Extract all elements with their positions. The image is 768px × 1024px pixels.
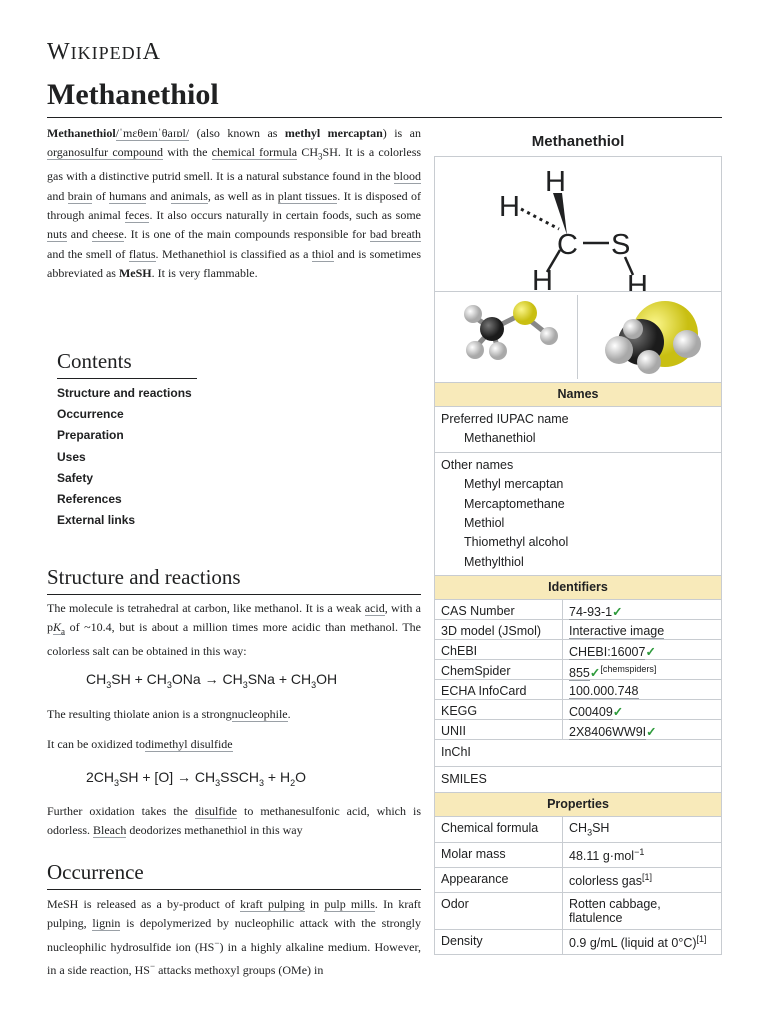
equation-oxidation: $2CH_3SH + [O]$ → $CH_3SSCH_3 + H_2O$ [86, 769, 307, 788]
structure-paragraph-1: The molecule is tetrahedral at carbon, like methanol. It is a weak acid, with a $pK_a$ of ~10.4, but is about a million times more acidic than methanol. The colorless salt can be obtained in this way: [47, 601, 421, 659]
verified-check-icon: ✓ [646, 725, 657, 740]
identifier-row-cas: CAS Number 74-93-1✓ [435, 600, 721, 620]
properties-section-header: Properties [435, 793, 721, 817]
disulfide-link[interactable]: disulfide [195, 804, 237, 818]
table-of-contents [57, 349, 197, 531]
pulp-mills-link[interactable]: pulp mills [324, 897, 375, 911]
verified-check-icon: ✓ [612, 605, 623, 620]
dimethyl-disulfide-link[interactable]: dimethyl disulfide [144, 737, 233, 751]
chebi-link[interactable]: CHEBI:16007 [569, 645, 646, 660]
verified-check-icon: ✓ [612, 705, 624, 720]
section-heading-structure: Structure and reactions [47, 565, 421, 595]
verified-check-icon: ✓ [589, 666, 601, 681]
acid-link[interactable]: acid [364, 601, 385, 615]
iupac-name-block: Preferred IUPAC name Methanethiol [435, 407, 721, 453]
identifiers-section-header: Identifiers [435, 576, 721, 600]
other-name: Thiomethyl alcohol [464, 535, 569, 550]
intro-paragraph: Methanethiol/ˈmɛθeɪnˈθaɪɒl/ (also known as methyl mercaptan) is an organosulfur compound with the chemical formula $CH_3SH$. It is a colorless gas with a distinctive putrid smell. It is a natural substance found in the blood and brain of humans and animals, as well as in plant tissues. It is disposed of through animal feces. It also occurs naturally in certain foods, such as some nuts and cheese. It is one of the main compounds responsible for bad breath and the smell of flatus. Methanethiol is classified as a thiol and is sometimes abbreviated as MeSH. It is very flammable. [47, 126, 422, 281]
other-name: Mercaptomethane [464, 496, 565, 511]
unii-link[interactable]: 2X8406WW9I [569, 725, 647, 740]
chembox-infobox [434, 132, 722, 955]
property-row-appearance: Appearance colorless gas[1] [435, 868, 721, 893]
property-row-odor: Odor Rotten cabbage, flatulence [435, 893, 721, 930]
toc-item-safety[interactable]: Safety [57, 470, 94, 485]
other-name: Methyl mercaptan [464, 477, 564, 492]
wikipedia-logo[interactable]: WIKIPEDIA [47, 39, 161, 65]
infobox-title: Methanethiol [531, 133, 625, 150]
identifier-row-echa: ECHA InfoCard 100.000.748 [435, 680, 721, 700]
brain-link[interactable]: brain [67, 188, 93, 203]
toc-item-structure[interactable]: Structure and reactions [57, 386, 192, 400]
structure-paragraph-4: Further oxidation takes the disulfide to methanesulfonic acid, which is odorless. Bleach deodorizes methanethiol in this way [47, 804, 421, 838]
title-divider [47, 117, 722, 118]
appearance-ref[interactable]: [1] [641, 871, 652, 882]
atom-label-h: H [545, 166, 566, 198]
echa-infocard-link[interactable]: 100.000.748 [569, 684, 639, 699]
toc-item-occurrence[interactable]: Occurrence [57, 407, 124, 422]
identifier-row-kegg: KEGG C00409✓ [435, 700, 721, 720]
atom-label-h: H [532, 265, 553, 291]
structure-paragraph-3: It can be oxidized todimethyl disulfide [47, 737, 233, 751]
identifier-row-unii: UNII 2X8406WW9I✓ [435, 720, 721, 740]
atom-label-h: H [627, 270, 648, 291]
occurrence-paragraph: MeSH is released as a by-product of kraft pulping in pulp mills. In kraft pulping, lignin is depolymerized by nucleophilic attack with the strongly nucleophilic hydrosulfide ion (HS−) in a highly alkaline medium. However, in a side reaction, HS− attacks methoxyl groups (OMe) in [47, 897, 421, 978]
density-ref[interactable]: [1] [696, 933, 707, 944]
feces-link[interactable]: feces [124, 208, 150, 223]
property-row-molar-mass: Molar mass 48.11 g·mol$^{-1}$ [435, 843, 721, 868]
atom-label-s: S [611, 229, 631, 261]
toc-item-references[interactable]: References [57, 491, 122, 506]
organosulfur-link[interactable]: organosulfur compound [47, 145, 163, 160]
animals-link[interactable]: animals [170, 188, 208, 203]
other-names-block: Other names Methyl mercaptan Mercaptomethane Methiol Thiomethyl alcohol Methylthiol [435, 453, 721, 576]
ball-and-stick-model-image[interactable] [435, 292, 575, 380]
humans-link[interactable]: humans [109, 188, 147, 203]
identifier-row-jsmol: 3D model (JSmol) Interactive image [435, 620, 721, 640]
bad-breath-link[interactable]: bad breath [369, 227, 421, 242]
pka-link[interactable]: $K_a$ [53, 620, 66, 637]
kraft-pulping-link[interactable]: kraft pulping [240, 897, 305, 911]
property-row-formula: Chemical formula $CH_3SH$ [435, 817, 721, 843]
ipa-link[interactable]: /ˈmɛθeɪnˈθaɪɒl/ [115, 126, 190, 140]
toc-item-uses[interactable]: Uses [57, 449, 86, 464]
flatus-link[interactable]: flatus [128, 246, 156, 261]
plant-tissues-link[interactable]: plant tissues [277, 188, 338, 203]
page-title: Methanethiol [47, 78, 219, 111]
identifier-row-chemspider: ChemSpider 855✓[chemspiders] [435, 660, 721, 680]
structural-formula-image[interactable] [435, 157, 721, 292]
verified-check-icon: ✓ [645, 645, 656, 660]
other-name: Methylthiol [464, 554, 524, 569]
bleach-link[interactable]: Bleach [93, 823, 127, 838]
kegg-link[interactable]: C00409 [569, 705, 613, 720]
toc-item-preparation[interactable]: Preparation [57, 428, 124, 443]
atom-label-c: C [557, 229, 578, 261]
nucleophile-link[interactable]: nucleophile [231, 707, 288, 721]
smiles-toggle[interactable]: SMILES [435, 767, 721, 793]
inchi-toggle[interactable]: InChI [435, 740, 721, 766]
chemspider-link[interactable]: 855 [569, 666, 590, 681]
molecular-models-row [435, 292, 721, 383]
structure-paragraph-2: The resulting thiolate anion is a strongnucleophile. [47, 707, 291, 721]
cas-number-link[interactable]: 74-93-1 [569, 605, 613, 620]
lignin-link[interactable]: lignin [92, 916, 121, 931]
blood-link[interactable]: blood [393, 169, 421, 184]
chemical-formula-link[interactable]: chemical formula [211, 145, 298, 160]
cheese-link[interactable]: cheese [91, 227, 124, 242]
skeletal-structure-diagram [435, 157, 721, 291]
contents-heading: Contents [57, 349, 197, 379]
equation-salt-formation: $CH_3SH + CH_3ONa \to CH_3SNa + CH_3OH$ [86, 671, 338, 690]
property-row-density: Density 0.9 g/mL (liquid at 0°C)[1] [435, 930, 721, 955]
nuts-link[interactable]: nuts [47, 227, 68, 242]
other-name: Methiol [464, 516, 505, 531]
jsmol-interactive-link[interactable]: Interactive image [569, 624, 665, 639]
section-heading-occurrence: Occurrence [47, 860, 421, 890]
identifier-row-chebi: ChEBI CHEBI:16007✓ [435, 640, 721, 660]
atom-label-h: H [499, 191, 520, 223]
thiol-link[interactable]: thiol [311, 246, 334, 261]
names-section-header: Names [435, 383, 721, 407]
space-filling-model-image[interactable] [579, 292, 721, 380]
toc-item-external-links[interactable]: External links [57, 513, 136, 528]
chemspider-ref[interactable]: [chemspiders] [600, 664, 657, 675]
iupac-name-value: Methanethiol [464, 431, 536, 446]
